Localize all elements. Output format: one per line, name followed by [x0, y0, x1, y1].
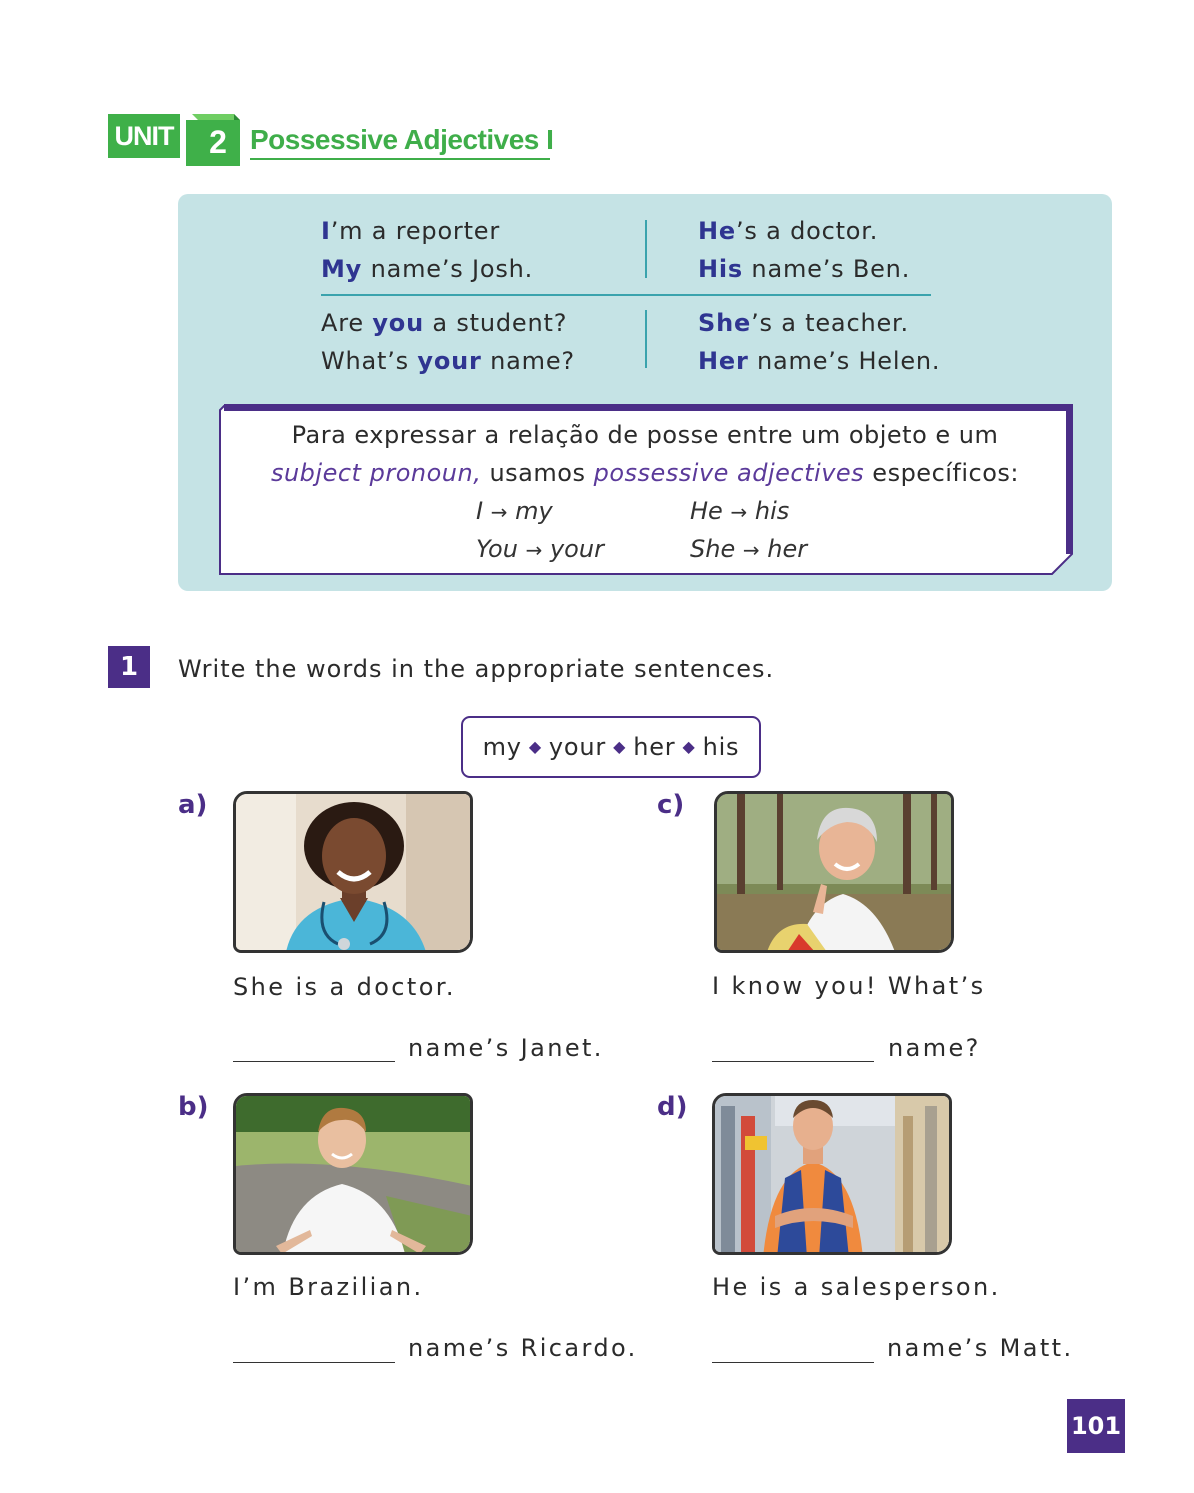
- word-bank-item: her: [633, 733, 676, 761]
- example-bold: My: [321, 255, 363, 283]
- note-text: usamos: [481, 459, 594, 487]
- sentence-b-2: name’s Ricardo.: [408, 1334, 638, 1362]
- arrow-icon: →: [742, 538, 760, 562]
- possessive: his: [754, 497, 790, 525]
- sentence-d-1: He is a salesperson.: [712, 1273, 1001, 1301]
- pronoun-pair: [476, 530, 604, 569]
- example-bold: His: [698, 255, 743, 283]
- bullet-icon: ◆: [528, 737, 542, 756]
- exercise-instruction: Write the words in the appropriate sentences.: [178, 655, 775, 683]
- pronoun: I: [476, 497, 484, 525]
- horizontal-divider: [321, 294, 931, 296]
- answer-blank-c[interactable]: [712, 1061, 874, 1062]
- example-top-left: [321, 212, 533, 288]
- nurse-woman-photo: [233, 791, 473, 953]
- example-bold: Her: [698, 347, 749, 375]
- older-woman-pointing-photo: [714, 791, 954, 953]
- pronoun-pair: [690, 530, 807, 569]
- example-text: a student?: [423, 309, 568, 337]
- item-label-c: c): [657, 790, 685, 820]
- sentence-a-2: name’s Janet.: [408, 1034, 604, 1062]
- grammar-note-box: [218, 404, 1070, 574]
- example-bold: I: [321, 217, 331, 245]
- word-bank-item: his: [702, 733, 740, 761]
- arrow-icon: →: [490, 500, 508, 524]
- grammar-panel: [178, 194, 1112, 591]
- item-label-a: a): [178, 790, 208, 820]
- page-title: Possessive Adjectives I: [250, 124, 554, 155]
- pronoun-pair: [476, 492, 553, 531]
- vertical-divider: [645, 220, 647, 278]
- example-bold: She: [698, 309, 752, 337]
- item-label-d: d): [657, 1092, 688, 1122]
- answer-blank-a[interactable]: [233, 1061, 395, 1062]
- example-text: ’s a doctor.: [735, 217, 879, 245]
- item-label-b: b): [178, 1092, 209, 1122]
- example-text: name’s Helen.: [748, 347, 941, 375]
- example-text: name’s Josh.: [362, 255, 534, 283]
- unit-label: UNIT: [108, 114, 180, 158]
- pronoun: You: [476, 535, 518, 563]
- note-text: específicos:: [864, 459, 1020, 487]
- example-bold: He: [698, 217, 736, 245]
- word-bank-item: my: [482, 733, 522, 761]
- sentence-c-2: name?: [888, 1034, 981, 1062]
- note-line-1: Para expressar a relação de posse entre um objeto e um: [291, 421, 999, 449]
- arrow-icon: →: [525, 538, 543, 562]
- unit-number: 2: [209, 124, 227, 160]
- note-term: possessive adjectives: [593, 459, 865, 487]
- example-text: name’s Ben.: [743, 255, 911, 283]
- note-line-2: [218, 454, 1072, 492]
- example-text: Are: [321, 309, 373, 337]
- unit-header: [108, 108, 568, 168]
- sentence-d-2: name’s Matt.: [887, 1334, 1074, 1362]
- answer-blank-d[interactable]: [712, 1362, 874, 1363]
- unit-number-cube: [182, 110, 238, 164]
- sentence-a-1: She is a doctor.: [233, 973, 456, 1001]
- word-bank-item: your: [548, 733, 607, 761]
- boy-white-shirt-photo: [233, 1093, 473, 1255]
- exercise-number: 1: [108, 646, 150, 688]
- pronoun-pair: [690, 492, 789, 531]
- possessive: my: [515, 497, 553, 525]
- example-top-right: [698, 212, 910, 288]
- pronoun: He: [690, 497, 723, 525]
- example-bold: you: [372, 309, 424, 337]
- example-bottom-left: [321, 304, 575, 380]
- example-bold: your: [417, 347, 482, 375]
- title-underline: [250, 158, 550, 160]
- example-text: ’s a teacher.: [751, 309, 909, 337]
- example-bottom-right: [698, 304, 940, 380]
- pronoun: She: [690, 535, 736, 563]
- sentence-b-1: I’m Brazilian.: [233, 1273, 424, 1301]
- possessive: her: [767, 535, 808, 563]
- page-number: 101: [1067, 1399, 1125, 1453]
- arrow-icon: →: [730, 500, 748, 524]
- bullet-icon: ◆: [682, 737, 696, 756]
- answer-blank-b[interactable]: [233, 1362, 395, 1363]
- example-text: name?: [481, 347, 575, 375]
- sentence-c-1: I know you! What’s: [712, 972, 986, 1000]
- example-text: What’s: [321, 347, 418, 375]
- bullet-icon: ◆: [613, 737, 627, 756]
- vertical-divider: [645, 310, 647, 368]
- note-term: subject pronoun,: [270, 459, 482, 487]
- possessive: your: [549, 535, 604, 563]
- word-bank: [461, 716, 761, 778]
- example-text: ’m a reporter: [330, 217, 501, 245]
- salesman-store-photo: [712, 1093, 952, 1255]
